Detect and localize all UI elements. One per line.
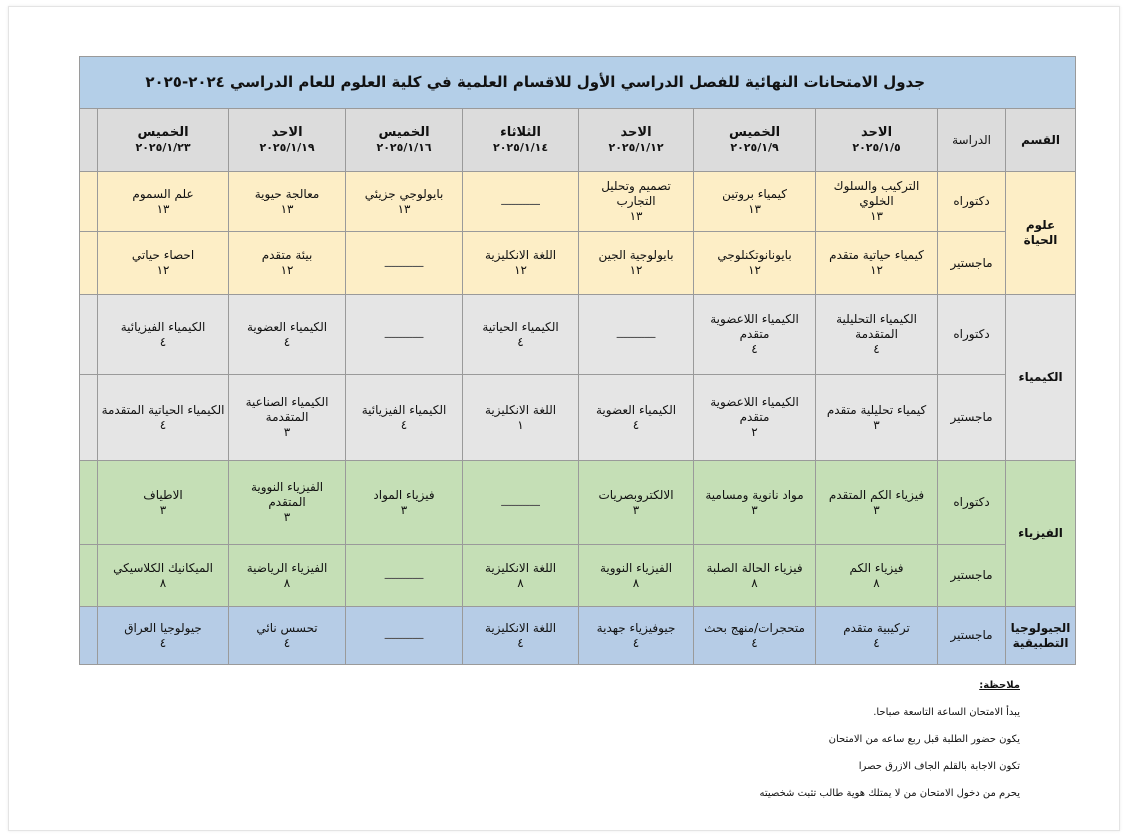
subject-name: الفيزياء النووية المتقدم [250, 480, 324, 509]
day-date: ٢٠٢٥/١/١٩ [259, 141, 315, 154]
subject-name: الاطياف [143, 487, 183, 502]
subject-code: ٣ [632, 502, 640, 517]
exam-cell [98, 172, 229, 232]
subject-code: ٤ [632, 417, 640, 432]
blank-cell [80, 232, 98, 295]
subject-code: ٤ [873, 342, 880, 356]
subject-name: فيزياء الكم المتقدم [828, 487, 925, 502]
table-row [80, 232, 1076, 295]
blank-cell [80, 461, 98, 545]
subject-code: ٤ [632, 635, 640, 650]
day-date: ٢٠٢٥/١/٩ [730, 141, 779, 154]
subject-name: تحسس نائي [256, 620, 318, 635]
day-date: ٢٠٢٥/١/١٢ [608, 141, 664, 154]
exam-cell [98, 295, 229, 375]
subject-code: ٤ [751, 635, 758, 650]
subject-code: ٤ [400, 417, 408, 432]
exam-cell [229, 461, 346, 545]
exam-cell [694, 375, 816, 461]
exam-cell [229, 545, 346, 607]
header-day-6 [229, 109, 346, 172]
table-row [80, 607, 1076, 665]
blank-cell [80, 172, 98, 232]
subject-name: مواد نانوية ومسامية [705, 487, 804, 502]
exam-cell [694, 545, 816, 607]
exam-cell [816, 461, 938, 545]
table-row [80, 172, 1076, 232]
exam-cell [816, 232, 938, 295]
exam-cell [463, 607, 579, 665]
exam-cell [694, 232, 816, 295]
subject-name: معالجة حيوية [254, 186, 320, 201]
subject-code: ١٢ [156, 263, 170, 277]
header-day-1 [816, 109, 938, 172]
subject-name: بايونانوتكنلوجي [717, 248, 792, 262]
exam-schedule-table [79, 56, 1076, 665]
exam-cell [346, 607, 463, 665]
subject-code: ٤ [517, 334, 524, 349]
exam-cell [816, 295, 938, 375]
exam-cell [346, 172, 463, 232]
subject-name: تركيبية متقدم [843, 620, 910, 635]
exam-cell [816, 375, 938, 461]
exam-cell [463, 375, 579, 461]
subject-name: ـــــــــــ [384, 327, 424, 341]
subject-code: ٣ [400, 502, 408, 517]
exam-cell [229, 607, 346, 665]
exam-cell [694, 295, 816, 375]
subject-code: ١٢ [870, 263, 883, 277]
subject-code: ٣ [873, 502, 880, 517]
subject-code: ٤ [283, 635, 291, 650]
table-row [80, 295, 1076, 375]
study-level: ماجستير [938, 607, 1006, 665]
exam-cell [579, 375, 694, 461]
note-item: يكون حضور الطلبة قبل ربع ساعه من الامتحان [828, 734, 1020, 745]
subject-name: فيزياء الحالة الصلبة [706, 560, 803, 575]
exam-cell [463, 295, 579, 375]
notes-title: ملاحظة: [979, 680, 1020, 691]
study-level: ماجستير [938, 232, 1006, 295]
subject-name: تصميم وتحليل التجارب [601, 179, 671, 208]
day-date: ٢٠٢٥/١/٥ [852, 141, 901, 154]
subject-name: الكيمياء العضوية [595, 402, 677, 417]
header-day-2 [694, 109, 816, 172]
subject-name: متحجرات/منهج بحث [704, 620, 805, 635]
exam-cell [463, 232, 579, 295]
day-name: الاحد [620, 125, 652, 140]
exam-cell [579, 545, 694, 607]
subject-code: ١ [517, 417, 524, 432]
exam-cell [346, 232, 463, 295]
subject-name: الميكانيك الكلاسيكي [113, 560, 213, 575]
subject-code: ١٢ [748, 263, 761, 277]
subject-name: ـــــــــــ [501, 194, 540, 208]
subject-code: ٣ [751, 502, 758, 517]
subject-name: علم السموم [132, 186, 194, 201]
exam-cell [346, 295, 463, 375]
exam-cell [98, 461, 229, 545]
exam-cell [694, 172, 816, 232]
header-dept: القسم [1006, 109, 1076, 172]
subject-name: الكيمياء اللاعضوية متقدم [710, 395, 799, 424]
dept-name: الجيولوجيا التطبيقية [1006, 607, 1076, 665]
subject-code: ٤ [159, 635, 167, 650]
exam-cell [229, 172, 346, 232]
exam-cell [98, 232, 229, 295]
subject-name: اللغة الانكليزية [484, 620, 557, 635]
subject-name: كيمياء حياتية متقدم [829, 248, 924, 262]
dept-name: الفيزياء [1006, 461, 1076, 607]
study-level: ماجستير [938, 375, 1006, 461]
subject-name: فيزياء المواد [373, 487, 435, 502]
exam-cell [346, 375, 463, 461]
subject-code: ٣ [283, 510, 291, 524]
subject-name: الكيمياء الفيزيائية [361, 402, 447, 417]
subject-code: ٨ [159, 575, 167, 590]
exam-cell [579, 295, 694, 375]
header-day-4 [463, 109, 579, 172]
subject-name: الفيزياء الرياضية [246, 560, 328, 575]
subject-name: ـــــــــــ [384, 628, 424, 642]
subject-name: جيولوجيا العراق [124, 620, 202, 635]
subject-name: كيمياء بروتين [722, 186, 787, 201]
day-name: الخميس [728, 125, 781, 140]
day-date: ٢٠٢٥/١/٢٣ [135, 141, 191, 154]
table-row [80, 375, 1076, 461]
exam-cell [98, 545, 229, 607]
subject-code: ٤ [159, 417, 167, 432]
subject-code: ٨ [751, 575, 758, 590]
dept-name: علوم الحياة [1006, 172, 1076, 295]
note-item: تكون الاجابة بالقلم الجاف الازرق حصرا [858, 761, 1020, 772]
exam-cell [463, 545, 579, 607]
subject-name: اللغة الانكليزية [484, 248, 557, 262]
subject-name: ـــــــــــ [384, 568, 424, 582]
exam-cell [229, 295, 346, 375]
exam-cell [463, 172, 579, 232]
exam-cell [579, 232, 694, 295]
study-level: ماجستير [938, 545, 1006, 607]
header-day-7 [98, 109, 229, 172]
subject-name: التركيب والسلوك الخلوي [833, 179, 920, 208]
subject-code: ٨ [517, 575, 524, 590]
exam-cell [346, 545, 463, 607]
subject-name: الكيمياء الحياتية المتقدمة [101, 402, 225, 417]
blank-cell [80, 545, 98, 607]
exam-cell [346, 461, 463, 545]
subject-code: ١٣ [280, 201, 294, 216]
subject-name: بايولوجية الجين [598, 248, 674, 262]
subject-name: بايولوجي جزيئي [364, 186, 444, 201]
subject-name: جيوفيزياء جهدية [596, 620, 676, 635]
day-name: الاحد [271, 125, 303, 140]
subject-code: ٤ [873, 635, 880, 650]
subject-name: الكيمياء الحياتية [482, 319, 559, 334]
subject-code: ١٢ [280, 263, 294, 277]
subject-code: ٤ [159, 334, 167, 349]
subject-code: ١٣ [748, 201, 761, 216]
subject-code: ٤ [283, 334, 291, 349]
subject-name: الكيمياء التحليلية المتقدمة [836, 312, 917, 341]
exam-cell [98, 375, 229, 461]
subject-name: ـــــــــــ [384, 255, 424, 270]
exam-cell [579, 172, 694, 232]
subject-code: ٢ [751, 425, 758, 439]
notes-section [500, 680, 1020, 815]
exam-cell [579, 461, 694, 545]
subject-name: ـــــــــــ [616, 327, 656, 341]
day-name: الثلاثاء [500, 125, 541, 140]
day-date: ٢٠٢٥/١/١٦ [376, 141, 432, 154]
header-blank [80, 109, 98, 172]
subject-code: ٨ [632, 575, 640, 590]
exam-cell [98, 607, 229, 665]
exam-cell [816, 172, 938, 232]
subject-name: فيزياء الكم [849, 560, 904, 575]
exam-cell [463, 461, 579, 545]
subject-name: ـــــــــــ [501, 495, 540, 509]
subject-name: اللغة الانكليزية [484, 402, 557, 417]
table-title: جدول الامتحانات النهائية للفصل الدراسي الأول للاقسام العلمية في كلية العلوم للعام الدراسي ٢٠٢٤-٢٠٢٥ [80, 57, 1076, 109]
header-day-3 [579, 109, 694, 172]
subject-code: ٣ [873, 417, 880, 432]
exam-cell [816, 607, 938, 665]
subject-name: الفيزياء النووية [599, 560, 673, 575]
blank-cell [80, 607, 98, 665]
study-level: دكتوراه [938, 461, 1006, 545]
subject-code: ١٢ [514, 263, 527, 277]
subject-code: ٤ [751, 342, 758, 356]
subject-code: ٤ [517, 635, 524, 650]
dept-name: الكيمياء [1006, 295, 1076, 461]
blank-cell [80, 295, 98, 375]
subject-code: ١٣ [397, 201, 411, 216]
table-row [80, 461, 1076, 545]
subject-name: بيئة متقدم [261, 248, 313, 262]
subject-name: الكيمياء اللاعضوية متقدم [710, 312, 799, 341]
subject-code: ٣ [159, 502, 167, 517]
subject-name: الكيمياء الفيزيائية [120, 319, 206, 334]
subject-code: ١٢ [629, 263, 643, 277]
note-item: يحرم من دخول الامتحان من لا يمتلك هوية طالب تثبت شخصيته [759, 788, 1020, 799]
exam-cell [579, 607, 694, 665]
study-level: دكتوراه [938, 295, 1006, 375]
subject-name: اللغة الانكليزية [484, 560, 557, 575]
exam-cell [229, 232, 346, 295]
day-name: الخميس [137, 125, 189, 140]
subject-name: كيمياء تحليلية متقدم [826, 402, 927, 417]
day-name: الخميس [378, 125, 430, 140]
day-name: الاحد [861, 125, 893, 140]
note-item: يبدأ الامتحان الساعة التاسعة صباحا. [873, 707, 1020, 718]
subject-name: احصاء حياتي [131, 248, 195, 262]
header-day-5 [346, 109, 463, 172]
subject-code: ١٣ [870, 209, 883, 223]
blank-cell [80, 375, 98, 461]
subject-code: ١٣ [156, 201, 170, 216]
subject-code: ١٣ [629, 209, 643, 223]
study-level: دكتوراه [938, 172, 1006, 232]
subject-code: ٨ [283, 575, 291, 590]
day-date: ٢٠٢٥/١/١٤ [493, 141, 549, 154]
exam-cell [694, 607, 816, 665]
subject-name: الكيمياء الصناعية المتقدمة [245, 395, 329, 424]
subject-name: الكيمياء العضوية [246, 319, 328, 334]
exam-cell [816, 545, 938, 607]
subject-code: ٣ [283, 425, 291, 439]
header-study: الدراسة [938, 109, 1006, 172]
subject-code: ٨ [873, 575, 880, 590]
table-row [80, 545, 1076, 607]
exam-cell [229, 375, 346, 461]
exam-cell [694, 461, 816, 545]
subject-name: الالكتروبصريات [598, 487, 674, 502]
